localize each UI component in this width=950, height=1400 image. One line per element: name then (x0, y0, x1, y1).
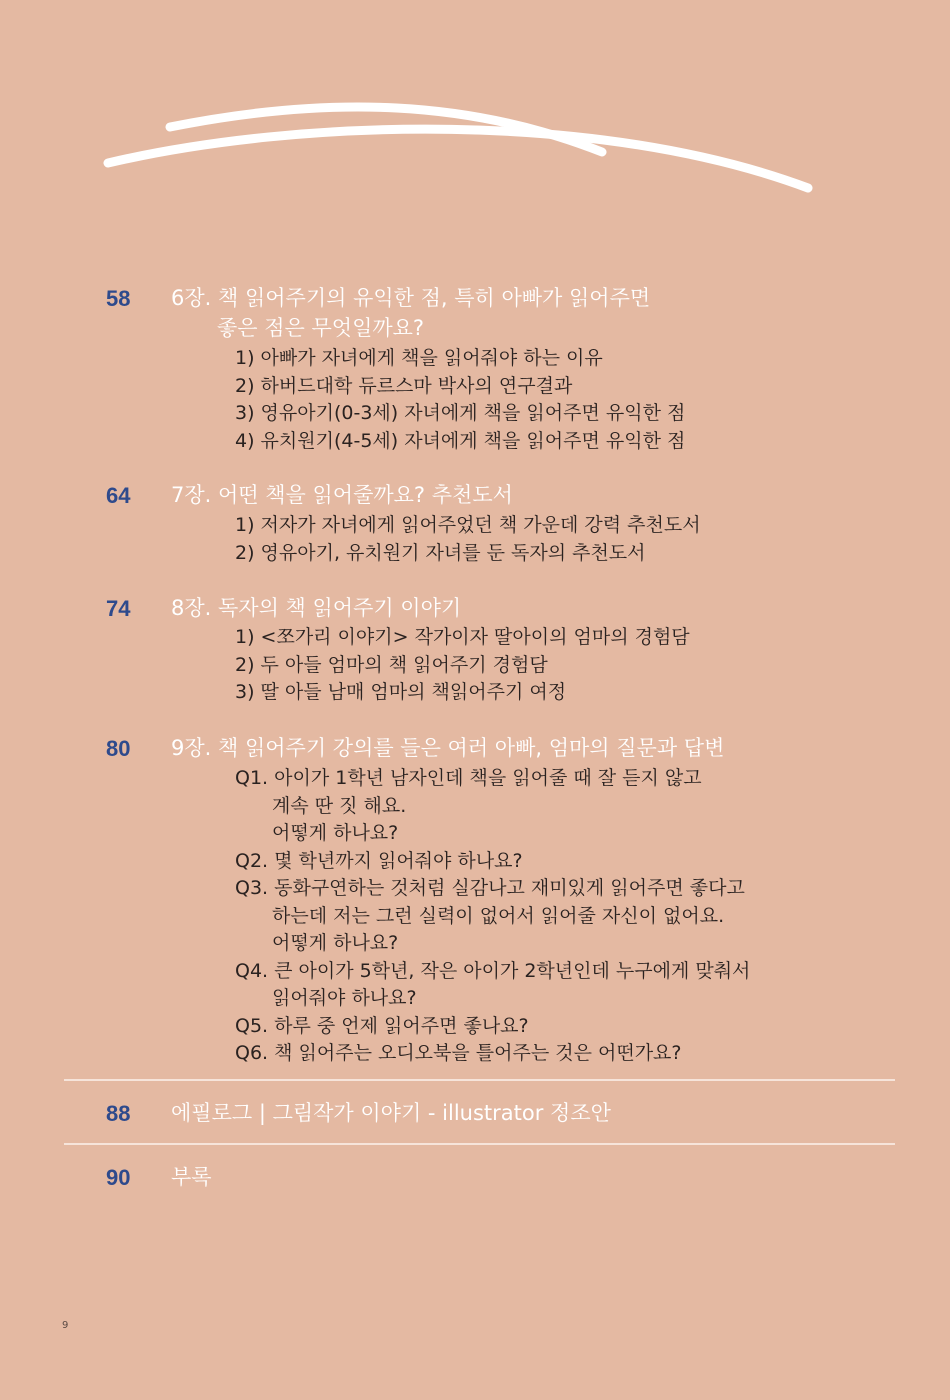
list-item: 2) 영유아기, 유치원기 자녀를 둔 독자의 추천도서 (235, 541, 646, 564)
question-line: 하는데 저는 그런 실력이 없어서 읽어줄 자신이 없어요. (272, 904, 725, 927)
list-item: 3) 영유아기(0-3세) 자녀에게 책을 읽어주면 유익한 점 (235, 402, 686, 424)
list-item: 3) 딸 아들 남매 엄마의 책읽어주기 여정 (235, 681, 567, 703)
list-item: 4) 유치원기(4-5세) 자녀에게 책을 읽어주면 유익한 점 (235, 429, 686, 452)
question-line: Q1. 아이가 1학년 남자인데 책을 읽어줄 때 잘 듣지 않고 (235, 767, 702, 789)
page-number: 74 (106, 596, 131, 621)
list-item: 1) <쪼가리 이야기> 작가이자 딸아이의 엄마의 경험담 (235, 626, 690, 648)
chapter-title-line1: 6장. 책 읽어주기의 유익한 점, 특히 아빠가 읽어주면 (171, 286, 651, 310)
folio-page-number: 9 (62, 1320, 69, 1331)
decorative-brush-strokes (0, 0, 950, 230)
page-number: 80 (106, 736, 131, 761)
list-item: 2) 하버드대학 듀르스마 박사의 연구결과 (235, 374, 573, 397)
question-line: 어떻게 하나요? (272, 822, 399, 844)
list-item: 2) 두 아들 엄마의 책 읽어주기 경험담 (235, 653, 548, 676)
page-number: 90 (106, 1165, 131, 1190)
question-item-q1 (235, 765, 750, 848)
chapter-title: 9장. 책 읽어주기 강의를 들은 여러 아빠, 엄마의 질문과 답변 (171, 736, 725, 760)
question-item-q5: Q5. 하루 중 언제 읽어주면 좋나요? (235, 1014, 529, 1037)
chapter-title-line2: 좋은 점은 무엇일까요? (217, 316, 425, 340)
question-line: Q4. 큰 아이가 5학년, 작은 아이가 2학년인데 누구에게 맞춰서 (235, 959, 751, 982)
chapter-title: 부록 (171, 1165, 212, 1189)
question-item-q4 (235, 958, 750, 1013)
chapter-items (235, 345, 685, 455)
list-item: 1) 아빠가 자녀에게 책을 읽어줘야 하는 이유 (235, 347, 603, 369)
question-line: 계속 딴 짓 해요. (272, 794, 407, 817)
question-item-q3 (235, 875, 750, 958)
divider-top (64, 1079, 895, 1081)
page-number: 58 (106, 286, 131, 311)
divider-bottom (64, 1143, 895, 1145)
chapter-items (235, 512, 701, 567)
chapter-items (235, 624, 690, 707)
chapter-items (235, 765, 750, 1068)
question-line: 읽어줘야 하나요? (272, 987, 417, 1009)
chapter-title: 7장. 어떤 책을 읽어줄까요? 추천도서 (171, 483, 513, 507)
page-number: 64 (106, 483, 131, 508)
chapter-title: 에필로그 | 그림작가 이야기 - illustrator 정조안 (171, 1101, 611, 1125)
chapter-title: 8장. 독자의 책 읽어주기 이야기 (171, 596, 462, 620)
question-line: Q3. 동화구연하는 것처럼 실감나고 재미있게 읽어주면 좋다고 (235, 877, 745, 899)
question-item-q2: Q2. 몇 학년까지 읽어줘야 하나요? (235, 849, 523, 872)
list-item: 1) 저자가 자녀에게 읽어주었던 책 가운데 강력 추천도서 (235, 514, 701, 536)
chapter-title (171, 283, 650, 343)
page-number: 88 (106, 1101, 131, 1126)
question-line: 어떻게 하나요? (272, 932, 399, 954)
question-item-q6: Q6. 책 읽어주는 오디오북을 틀어주는 것은 어떤가요? (235, 1042, 682, 1064)
